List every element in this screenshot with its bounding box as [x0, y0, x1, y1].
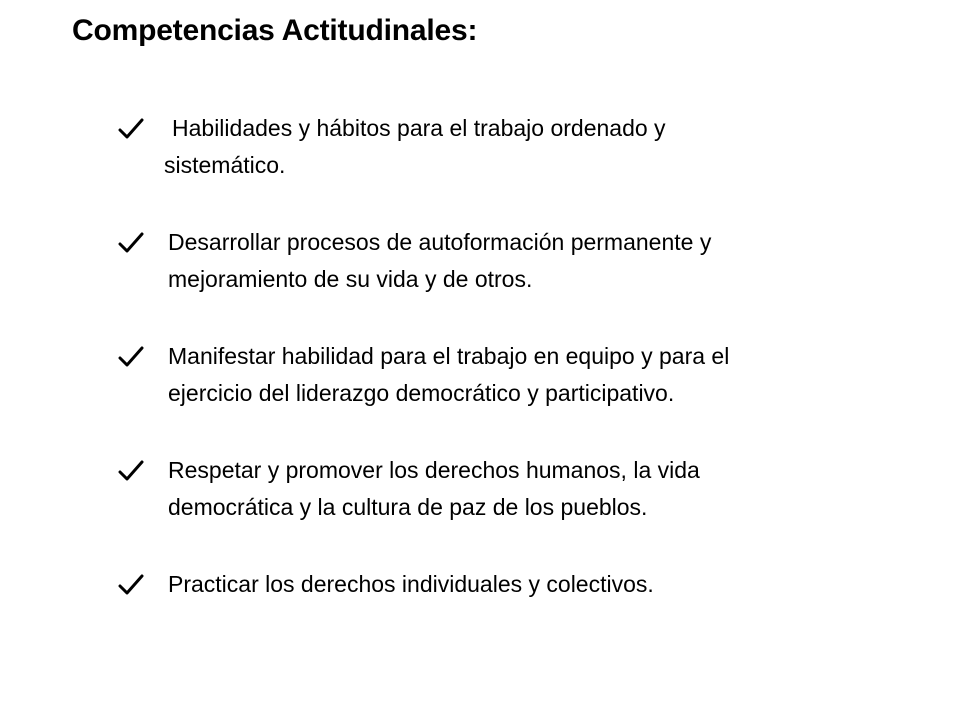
list-item-line: Manifestar habilidad para el trabajo en equipo y para el: [168, 343, 730, 369]
checkmark-icon: [118, 232, 144, 254]
checkmark-icon: [118, 346, 144, 368]
list-item-line: Practicar los derechos individuales y colectivos.: [168, 571, 654, 597]
list-item-line: sistemático.: [164, 152, 286, 178]
list-item-line: ejercicio del liderazgo democrático y participativo.: [168, 380, 675, 406]
checkmark-icon: [118, 460, 144, 482]
list-item-line: mejoramiento de su vida y de otros.: [168, 266, 533, 292]
slide-title: Competencias Actitudinales:: [72, 14, 478, 47]
list-item-line: democrática y la cultura de paz de los pueblos.: [168, 494, 648, 520]
list-item: [118, 224, 918, 298]
checkmark-icon: [118, 118, 144, 140]
competency-list: [118, 110, 918, 603]
list-item: [118, 566, 918, 603]
list-item: [118, 110, 918, 184]
list-item-line: Habilidades y hábitos para el trabajo ordenado y: [172, 115, 666, 141]
list-item: [118, 338, 918, 412]
list-item: [118, 452, 918, 526]
checkmark-icon: [118, 574, 144, 596]
list-item-line: Respetar y promover los derechos humanos, la vida: [168, 457, 700, 483]
list-item-line: Desarrollar procesos de autoformación permanente y: [168, 229, 712, 255]
